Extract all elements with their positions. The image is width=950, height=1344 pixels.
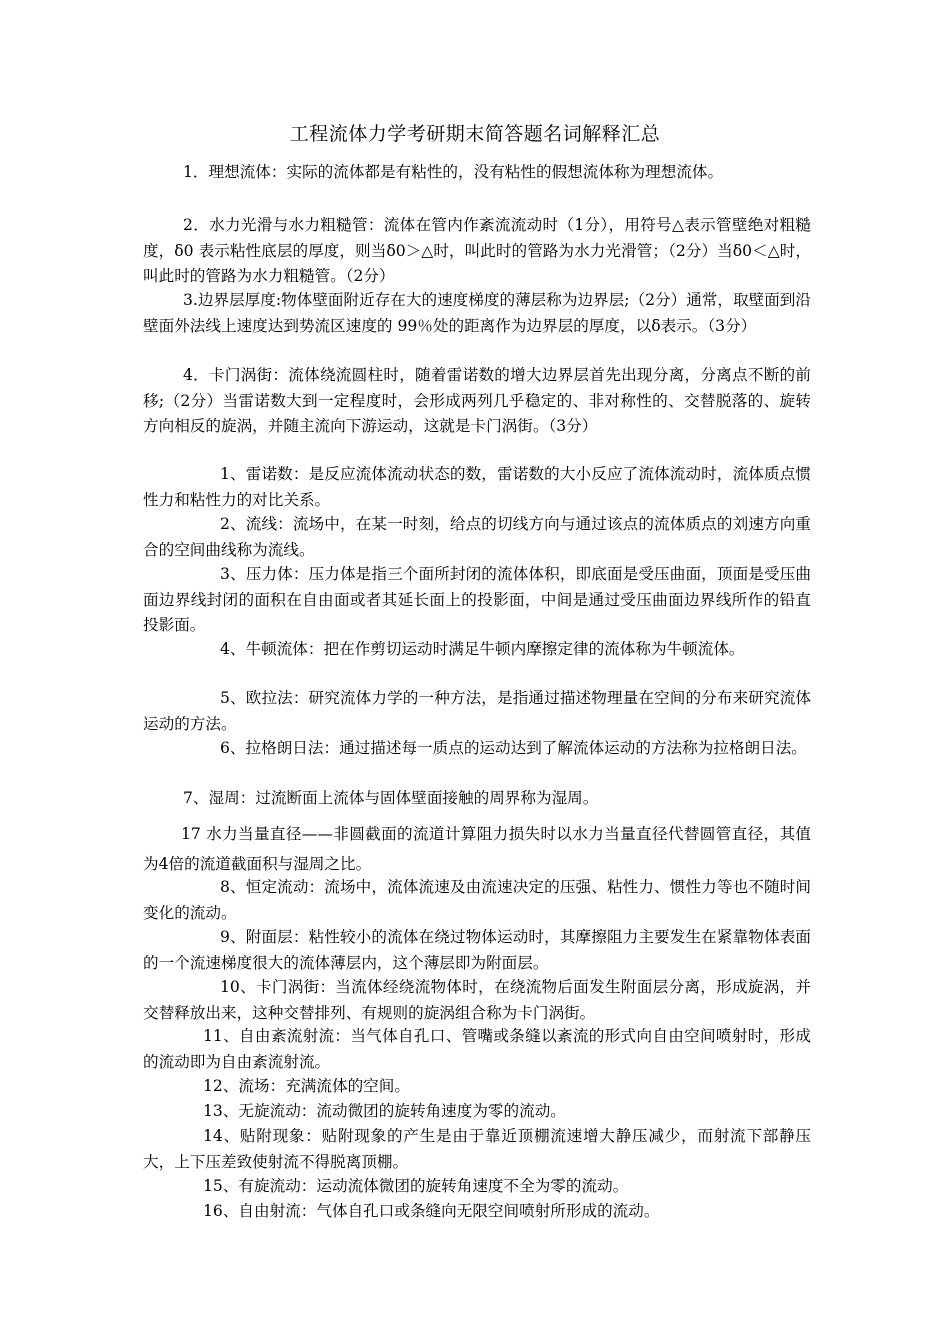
- paragraph-coanda-effect: 14、贴附现象：贴附现象的产生是由于靠近顶棚流速增大静压减少，而射流下部静压大，上下压差致使射流不得脱离顶棚。: [143, 1127, 811, 1171]
- paragraph-free-jet: 16、自由射流：气体自孔口或条缝向无限空间喷射所形成的流动。: [203, 1202, 660, 1220]
- paragraph-newtonian-fluid: 4、牛顿流体：把在作剪切运动时满足牛顿内摩擦定律的流体称为牛顿流体。: [220, 640, 745, 658]
- document-title: 工程流体力学考研期末简答题名词解释汇总: [289, 123, 661, 145]
- paragraph-euler-method: 5、欧拉法：研究流体力学的一种方法，是指通过描述物理量在空间的分布来研究流体运动的方法。: [143, 689, 811, 733]
- paragraph-karman-vortex-street: 4．卡门涡街：流体绕流圆柱时，随着雷诺数的增大边界层首先出现分离，分离点不断的前移;（2分）当雷诺数大到一定程度时，会形成两列几乎稳定的、非对称性的、交替脱落的、旋转方向相反的旋涡，并随主流向下游运动，这就是卡门涡街。（3分）: [143, 366, 811, 436]
- paragraph-irrotational-flow: 13、无旋流动：流动微团的旋转角速度为零的流动。: [203, 1102, 566, 1120]
- paragraph-pressure-body: 3、压力体：压力体是指三个面所封闭的流体体积，即底面是受压曲面，顶面是受压曲面边界线封闭的面积在自由面或者其延长面上的投影面，中间是通过受压曲面边界线所作的铅直投影面。: [143, 565, 811, 635]
- paragraph-lagrange-method: 6、拉格朗日法：通过描述每一质点的运动达到了解流体运动的方法称为拉格朗日法。: [220, 739, 807, 757]
- paragraph-karman-vortex-street-2: 10、卡门涡街：当流体经绕流物体时，在绕流物后面发生附面层分离，形成旋涡，并交替释放出来，这种交替排列、有规则的旋涡组合称为卡门涡街。: [143, 978, 811, 1022]
- paragraph-rotational-flow: 15、有旋流动：运动流体微团的旋转角速度不全为零的流动。: [203, 1177, 629, 1195]
- paragraph-steady-flow: 8、恒定流动：流场中，流体流速及由流速决定的压强、粘性力、惯性力等也不随时间变化的流动。: [143, 878, 811, 922]
- paragraph-boundary-layer: 3.边界层厚度:物体壁面附近存在大的速度梯度的薄层称为边界层;（2分）通常，取壁面到沿壁面外法线上速度达到势流区速度的 99％处的距离作为边界层的厚度，以δ表示。（3分）: [143, 291, 811, 335]
- paragraph-reynolds-number: 1、雷诺数：是反应流体流动状态的数，雷诺数的大小反应了流体流动时，流体质点惯性力和粘性力的对比关系。: [143, 465, 811, 509]
- paragraph-hydraulic-smooth-rough: 2．水力光滑与水力粗糙管：流体在管内作紊流流动时（1分），用符号△表示管壁绝对粗糙度，δ0 表示粘性底层的厚度，则当δ0＞△时，叫此时的管路为水力光滑管；（2分）当δ0＜△时，叫此时的管路为水力粗糙管。（2分）: [143, 216, 811, 286]
- paragraph-free-turbulent-jet: 11、自由紊流射流：当气体自孔口、管嘴或条缝以紊流的形式向自由空间喷射时，形成的流动即为自由紊流射流。: [143, 1027, 811, 1071]
- paragraph-attached-layer: 9、附面层：粘性较小的流体在绕过物体运动时，其摩擦阻力主要发生在紧靠物体表面的一个流速梯度很大的流体薄层内，这个薄层即为附面层。: [143, 928, 811, 972]
- paragraph-wetted-perimeter: 7、湿周：过流断面上流体与固体壁面接触的周界称为湿周。: [183, 789, 599, 807]
- paragraph-ideal-fluid: 1．理想流体：实际的流体都是有粘性的，没有粘性的假想流体称为理想流体。: [183, 163, 724, 181]
- paragraph-hydraulic-diameter: 17 水力当量直径——非圆截面的流道计算阻力损失时以水力当量直径代替圆管直径，其值为4倍的流道截面积与湿周之比。: [143, 825, 811, 873]
- paragraph-flow-field: 12、流场：充满流体的空间。: [203, 1077, 410, 1095]
- paragraph-streamline: 2、流线：流场中，在某一时刻，给点的切线方向与通过该点的流体质点的刘速方向重合的空间曲线称为流线。: [143, 515, 811, 559]
